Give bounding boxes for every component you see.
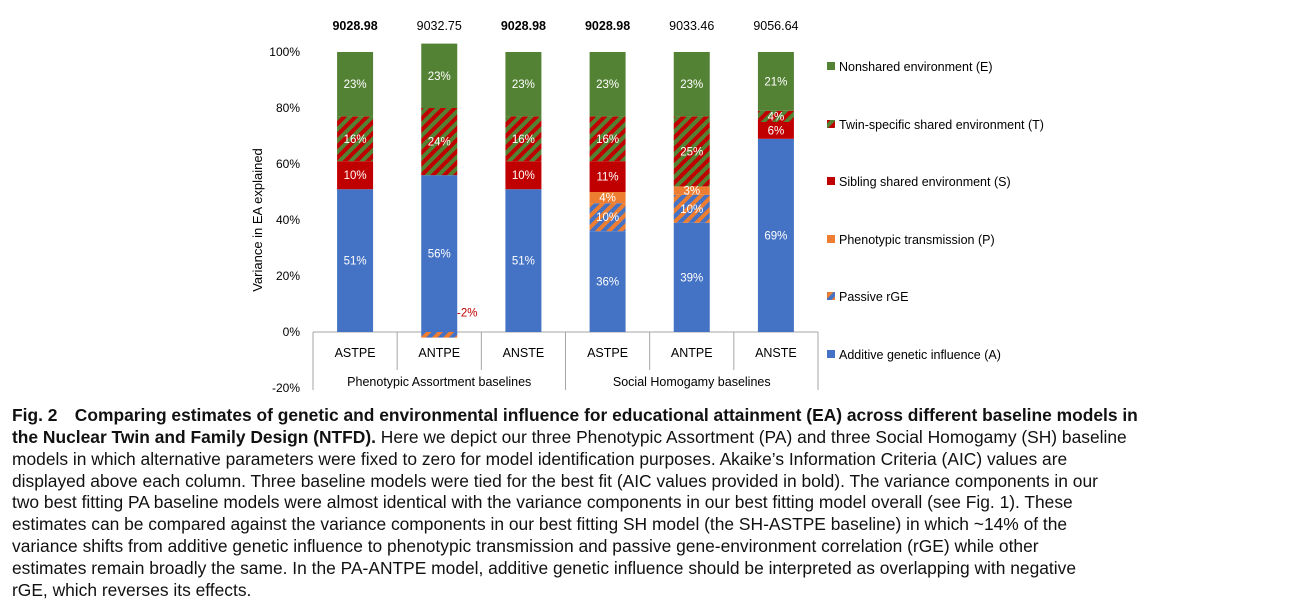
legend-swatch xyxy=(827,292,835,300)
legend-label: Phenotypic transmission (P) xyxy=(839,233,995,247)
legend-label: Passive rGE xyxy=(839,290,909,304)
legend-swatch xyxy=(827,350,835,358)
data-label: 16% xyxy=(343,133,367,146)
data-label: 51% xyxy=(511,255,535,268)
caption-line xyxy=(12,492,1297,514)
caption-line xyxy=(12,471,1297,493)
aic-label: 9032.75 xyxy=(416,19,462,33)
aic-label: 9056.64 xyxy=(753,19,799,33)
y-tick-label: 40% xyxy=(275,213,300,227)
legend-label: Additive genetic influence (A) xyxy=(839,348,1001,362)
data-label: -2% xyxy=(457,307,478,320)
data-label: 21% xyxy=(764,76,788,89)
y-tick-label: 60% xyxy=(275,157,300,171)
data-label: 16% xyxy=(596,133,620,146)
caption-line xyxy=(12,514,1297,536)
aic-label: 9028.98 xyxy=(332,19,378,33)
y-tick-label: 100% xyxy=(269,45,300,59)
data-label: 3% xyxy=(683,185,701,198)
data-label: 23% xyxy=(511,79,535,92)
data-label: 25% xyxy=(680,146,704,159)
data-label: 11% xyxy=(596,171,619,184)
data-label: 10% xyxy=(343,170,367,183)
x-tick-label: ANSTE xyxy=(755,346,797,360)
figure-caption xyxy=(12,405,1297,602)
data-label: 23% xyxy=(343,79,367,92)
y-tick-label: 80% xyxy=(275,101,300,115)
y-axis-title: Variance in EA explained xyxy=(250,148,265,292)
data-label: 36% xyxy=(596,276,620,289)
caption-text: variance shifts from additive genetic influence to phenotypic transmission and passive gene-environment correlation (rGE) while other xyxy=(12,536,1039,557)
caption-text: Here we depict our three Phenotypic Assortment (PA) and three Social Homogamy (SH) baseline xyxy=(375,426,1127,447)
caption-bold-text: the Nuclear Twin and Family Design (NTFD). xyxy=(12,426,376,447)
caption-text: estimates can be compared against the variance components in our best fitting SH model (the SH-ASTPE baseline) in which ~14% of the xyxy=(12,514,1068,535)
x-tick-label: ANSTE xyxy=(502,346,545,360)
caption-text: estimates remain broadly the same. In the PA-ANTPE model, additive genetic influence should be interpreted as overlapping with negative xyxy=(12,557,1076,578)
caption-text: two best fitting PA baseline models were almost identical with the variance components in our best fitting model overall (see Fig. 1). These xyxy=(12,492,1073,513)
data-label: 23% xyxy=(680,79,704,92)
data-label: 24% xyxy=(427,136,451,149)
data-label: 51% xyxy=(343,255,367,268)
data-label: 10% xyxy=(596,212,620,225)
x-tick-label: ANTPE xyxy=(670,346,713,360)
legend-label: Nonshared environment (E) xyxy=(839,60,993,74)
aic-label: 9028.98 xyxy=(584,19,631,33)
data-label: 4% xyxy=(767,111,785,124)
data-label: 23% xyxy=(596,79,620,92)
chart-bars xyxy=(337,44,794,338)
caption-bold-text: Fig. 2 Comparing estimates of genetic and environmental influence for educational attainment (EA) across different baseline models in xyxy=(12,405,1138,425)
data-label: 4% xyxy=(599,192,616,205)
data-label: 10% xyxy=(680,203,704,216)
caption-line xyxy=(12,449,1297,471)
legend-label: Twin-specific shared environment (T) xyxy=(839,118,1044,132)
data-label: 69% xyxy=(764,230,788,243)
caption-text: rGE, which reverses its effects. xyxy=(12,579,252,600)
bar-segment xyxy=(421,332,457,338)
data-label: 6% xyxy=(767,125,785,138)
chart-labels xyxy=(332,19,798,320)
data-label: 39% xyxy=(680,272,704,285)
x-tick-label: ANTPE xyxy=(418,346,461,360)
y-tick-label: 0% xyxy=(282,325,300,339)
chart-legend xyxy=(827,60,1044,362)
legend-swatch xyxy=(827,177,835,185)
data-label: 56% xyxy=(427,248,451,261)
y-tick-label: -20% xyxy=(271,381,300,395)
data-label: 16% xyxy=(511,133,535,146)
caption-text: models in which alternative parameters were fixed to zero for model identification purposes. Akaike’s Information Criteria (AIC) values are xyxy=(12,448,1068,469)
caption-line xyxy=(12,580,1297,602)
x-tick-label: ASTPE xyxy=(587,346,629,360)
aic-label: 9033.46 xyxy=(669,19,715,33)
caption-line xyxy=(12,536,1297,558)
data-label: 10% xyxy=(511,170,535,183)
caption-line xyxy=(12,558,1297,580)
group-label: Phenotypic Assortment baselines xyxy=(347,375,532,389)
legend-swatch xyxy=(827,62,835,70)
x-tick-label: ASTPE xyxy=(334,346,376,360)
caption-line xyxy=(12,427,1297,449)
legend-swatch xyxy=(827,120,835,128)
legend-label: Sibling shared environment (S) xyxy=(839,175,1011,189)
legend-swatch xyxy=(827,235,835,243)
caption-line xyxy=(12,405,1297,427)
data-label: 23% xyxy=(427,70,451,83)
group-label: Social Homogamy baselines xyxy=(612,375,771,389)
caption-text: displayed above each column. Three baseline models were tied for the best fit (AIC values provided in bold). The variance components in our xyxy=(12,470,1098,491)
y-tick-label: 20% xyxy=(275,269,300,283)
aic-label: 9028.98 xyxy=(500,19,547,33)
